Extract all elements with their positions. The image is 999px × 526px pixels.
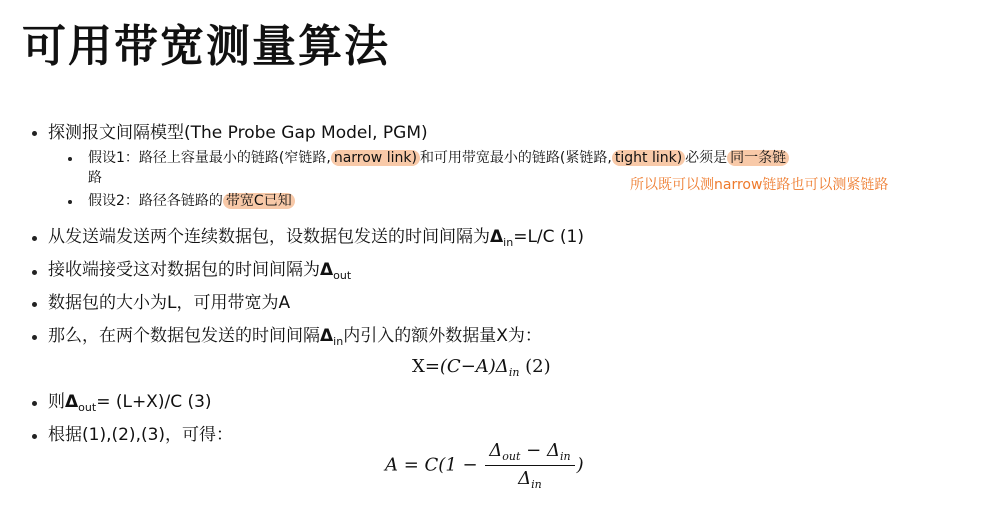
delta-subscript: out [78,401,97,414]
bullet-send-interval [48,226,584,254]
denominator-sub-in: in [531,478,542,491]
bullet-marker [32,335,37,340]
bullet-delta-out [48,391,212,419]
delta-out-text: 则 [48,392,65,412]
assumption-1-text-c: 必须是 [685,150,728,166]
equation-2 [412,356,551,379]
numerator-delta: Δ [489,440,503,461]
extra-data-text-a: 那么，在两个数据包发送的时间间隔 [48,326,320,346]
bullet-marker [32,270,37,275]
delta-out-formula: = (L+X)/C (3) [96,392,212,412]
final-eq-rhs: ) [576,454,584,476]
delta-subscript: in [333,335,344,348]
bullet-receive-interval [48,259,351,287]
numerator-sub-in: in [559,450,571,463]
eq2-lhs: X= [412,356,440,377]
final-eq-fraction [485,440,574,491]
bullet-pgm-model: 探测报文间隔模型(The Probe Gap Model, PGM) [48,123,428,143]
bullet-packet-size: 数据包的大小为L，可用带宽为A [48,293,291,313]
bullet-extra-data [48,325,542,353]
assumption-1-line-2: 路 [88,170,102,186]
sub-bullet-marker [68,157,72,161]
annotation-note: 所以既可以测narrow链路也可以测紧链路 [630,177,889,193]
receive-interval-text: 接收端接受这对数据包的时间间隔为 [48,260,320,280]
highlight-same-link: 同一条链 [727,150,789,166]
delta-subscript: out [333,269,352,282]
bullet-marker [32,302,37,307]
delta-symbol: Δ [490,227,504,247]
delta-symbol: Δ [65,392,79,412]
highlight-narrow-link: narrow link) [331,150,420,166]
extra-data-text-b: 内引入的额外数据量X为： [343,326,542,346]
bullet-marker [32,401,37,406]
delta-symbol: Δ [320,260,334,280]
assumption-1-text-a: 假设1：路径上容量最小的链路(窄链路, [88,150,331,166]
delta-subscript: in [503,236,514,249]
sub-bullet-marker [68,200,72,204]
eq2-expression: (C−A)Δ [439,356,509,377]
numerator-sub-out: out [502,450,521,463]
assumption-1-text-b: 和可用带宽最小的链路(紧链路, [419,150,612,166]
send-interval-formula: =L/C (1) [513,227,585,247]
equation-final [385,440,584,491]
bullet-derive: 根据(1),(2),(3)，可得： [48,425,234,445]
eq2-subscript: in [508,366,520,379]
numerator-minus-delta: − Δ [520,440,560,461]
denominator-delta: Δ [518,468,532,489]
delta-symbol: Δ [320,326,334,346]
bullet-marker [32,434,37,439]
sub-bullet-assumption-1 [88,148,789,168]
bullet-marker [32,131,37,136]
highlight-bandwidth-known: 带宽C已知 [223,193,295,209]
assumption-2-text: 假设2：路径各链路的 [88,193,223,209]
fraction-denominator [485,466,574,491]
bullet-marker [32,236,37,241]
send-interval-text: 从发送端发送两个连续数据包，设数据包发送的时间间隔为 [48,227,490,247]
eq2-tag: (2) [519,356,551,377]
sub-bullet-assumption-2 [88,191,295,211]
highlight-tight-link: tight link) [612,150,685,166]
page-title: 可用带宽测量算法 [22,21,390,72]
final-eq-lhs: A = C(1 − [385,454,484,476]
fraction-numerator [485,440,574,466]
